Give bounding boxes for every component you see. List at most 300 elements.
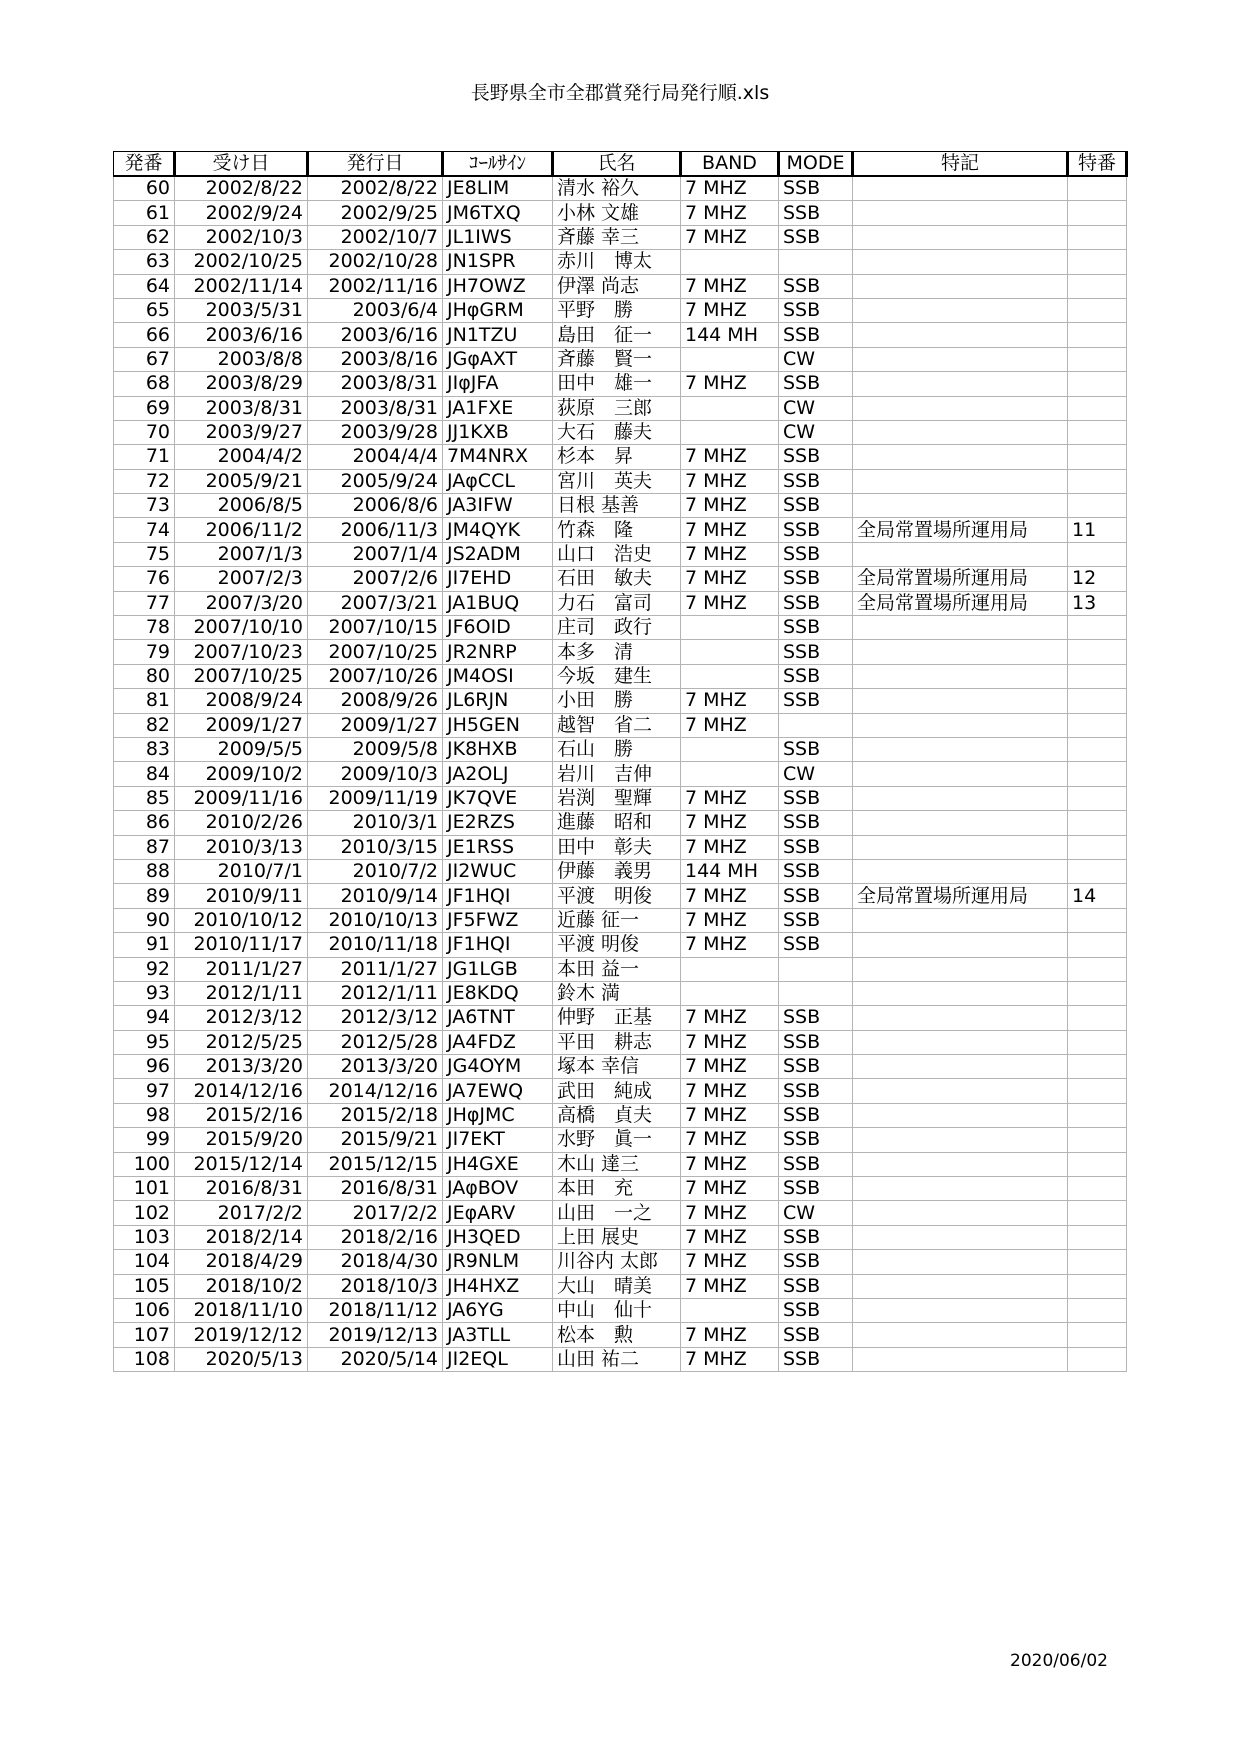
cell-name: 田中 彰夫 [553,835,681,859]
table-row [114,469,1127,493]
cell-issue-date: 2002/9/25 [308,201,443,225]
table-row [114,786,1127,810]
cell-issue-no: 62 [114,225,175,249]
table-row [114,420,1127,444]
cell-special-no [1068,786,1127,810]
cell-note [853,762,1068,786]
table-row [114,1006,1127,1030]
table-row [114,298,1127,322]
cell-issue-no: 108 [114,1347,175,1371]
cell-received-date: 2011/1/27 [175,957,308,981]
col-header-issue-no: 発番 [114,152,175,177]
cell-issue-date: 2020/5/14 [308,1347,443,1371]
cell-issue-no: 105 [114,1274,175,1298]
cell-mode: SSB [779,1298,853,1322]
cell-mode: SSB [779,1347,853,1371]
cell-received-date: 2007/10/25 [175,664,308,688]
cell-issue-no: 94 [114,1006,175,1030]
table-row [114,225,1127,249]
cell-mode: SSB [779,835,853,859]
cell-mode: SSB [779,225,853,249]
cell-note [853,1079,1068,1103]
table-row [114,859,1127,883]
cell-mode: SSB [779,274,853,298]
cell-band: 7 MHZ [681,1323,779,1347]
cell-note [853,1323,1068,1347]
cell-callsign: JF1HQI [443,884,553,908]
cell-mode: SSB [779,494,853,518]
cell-callsign: JE8KDQ [443,981,553,1005]
cell-name: 日根 基善 [553,494,681,518]
cell-callsign: JG4OYM [443,1055,553,1079]
cell-received-date: 2002/9/24 [175,201,308,225]
cell-issue-date: 2010/9/14 [308,884,443,908]
cell-issue-no: 69 [114,396,175,420]
cell-band: 7 MHZ [681,1250,779,1274]
cell-band [681,1298,779,1322]
cell-received-date: 2003/8/8 [175,347,308,371]
cell-callsign: JA6TNT [443,1006,553,1030]
cell-mode: SSB [779,518,853,542]
cell-special-no [1068,396,1127,420]
cell-received-date: 2020/5/13 [175,1347,308,1371]
cell-issue-no: 107 [114,1323,175,1347]
cell-note [853,1103,1068,1127]
cell-issue-date: 2011/1/27 [308,957,443,981]
table-row [114,933,1127,957]
cell-name: 川谷内 太郎 [553,1250,681,1274]
cell-special-no [1068,347,1127,371]
cell-callsign: JL6RJN [443,689,553,713]
cell-name: 本田 充 [553,1177,681,1201]
cell-issue-date: 2006/11/3 [308,518,443,542]
table-row [114,664,1127,688]
cell-callsign: JEφARV [443,1201,553,1225]
cell-issue-no: 72 [114,469,175,493]
col-header-special-no: 特番 [1068,152,1127,177]
cell-note [853,981,1068,1005]
cell-received-date: 2018/4/29 [175,1250,308,1274]
cell-name: 今坂 建生 [553,664,681,688]
cell-received-date: 2010/11/17 [175,933,308,957]
cell-callsign: JN1SPR [443,250,553,274]
cell-note [853,250,1068,274]
cell-issue-no: 78 [114,616,175,640]
cell-name: 武田 純成 [553,1079,681,1103]
cell-special-no [1068,225,1127,249]
cell-callsign: JE2RZS [443,811,553,835]
cell-received-date: 2008/9/24 [175,689,308,713]
table-row [114,1201,1127,1225]
cell-name: 上田 展史 [553,1225,681,1249]
table-row [114,250,1127,274]
col-header-name: 氏名 [553,152,681,177]
cell-mode: CW [779,347,853,371]
cell-issue-no: 104 [114,1250,175,1274]
col-header-note: 特記 [853,152,1068,177]
cell-mode: SSB [779,811,853,835]
cell-received-date: 2002/10/3 [175,225,308,249]
cell-special-no [1068,201,1127,225]
cell-mode: SSB [779,591,853,615]
cell-received-date: 2018/10/2 [175,1274,308,1298]
cell-name: 平渡 明俊 [553,933,681,957]
cell-issue-no: 91 [114,933,175,957]
cell-issue-date: 2003/6/4 [308,298,443,322]
cell-issue-date: 2006/8/6 [308,494,443,518]
cell-name: 山田 祐二 [553,1347,681,1371]
cell-mode: SSB [779,567,853,591]
cell-mode [779,957,853,981]
cell-mode: SSB [779,323,853,347]
table-row [114,1079,1127,1103]
table-row [114,591,1127,615]
table-row [114,713,1127,737]
cell-band: 7 MHZ [681,884,779,908]
table-row [114,494,1127,518]
cell-name: 近藤 征一 [553,908,681,932]
cell-note [853,347,1068,371]
cell-issue-no: 66 [114,323,175,347]
cell-issue-no: 101 [114,1177,175,1201]
cell-issue-date: 2014/12/16 [308,1079,443,1103]
table-row [114,445,1127,469]
cell-received-date: 2017/2/2 [175,1201,308,1225]
table-row [114,323,1127,347]
cell-name: 斉藤 賢一 [553,347,681,371]
cell-issue-date: 2010/10/13 [308,908,443,932]
cell-special-no [1068,664,1127,688]
cell-mode: SSB [779,201,853,225]
cell-note [853,933,1068,957]
cell-mode: SSB [779,1177,853,1201]
table-row [114,274,1127,298]
cell-name: 水野 眞一 [553,1128,681,1152]
cell-callsign: JF1HQI [443,933,553,957]
cell-mode: SSB [779,1006,853,1030]
cell-band [681,640,779,664]
cell-issue-date: 2003/8/31 [308,396,443,420]
cell-band: 7 MHZ [681,298,779,322]
cell-mode: SSB [779,1055,853,1079]
cell-received-date: 2018/2/14 [175,1225,308,1249]
cell-received-date: 2019/12/12 [175,1323,308,1347]
cell-note [853,640,1068,664]
table-row [114,1152,1127,1176]
cell-callsign: JE8LIM [443,176,553,201]
cell-issue-date: 2010/3/1 [308,811,443,835]
cell-callsign: JAφBOV [443,1177,553,1201]
cell-special-no: 11 [1068,518,1127,542]
cell-issue-date: 2012/1/11 [308,981,443,1005]
table-row [114,737,1127,761]
cell-received-date: 2015/2/16 [175,1103,308,1127]
cell-band [681,762,779,786]
cell-issue-no: 88 [114,859,175,883]
cell-mode: SSB [779,616,853,640]
cell-received-date: 2009/1/27 [175,713,308,737]
cell-received-date: 2007/10/10 [175,616,308,640]
cell-special-no [1068,274,1127,298]
table-row [114,811,1127,835]
cell-note [853,811,1068,835]
cell-band: 144 MH [681,859,779,883]
cell-band [681,347,779,371]
cell-band: 7 MHZ [681,1152,779,1176]
cell-note [853,957,1068,981]
cell-note [853,323,1068,347]
cell-special-no [1068,1030,1127,1054]
cell-issue-date: 2018/2/16 [308,1225,443,1249]
cell-mode: CW [779,1201,853,1225]
cell-callsign: JH3QED [443,1225,553,1249]
cell-issue-no: 99 [114,1128,175,1152]
cell-note [853,225,1068,249]
cell-band [681,737,779,761]
cell-mode: SSB [779,908,853,932]
header-row [114,152,1127,177]
table-row [114,981,1127,1005]
cell-name: 石田 敏夫 [553,567,681,591]
cell-issue-date: 2015/9/21 [308,1128,443,1152]
cell-special-no [1068,859,1127,883]
cell-received-date: 2007/1/3 [175,542,308,566]
cell-special-no [1068,933,1127,957]
cell-band: 7 MHZ [681,176,779,201]
cell-issue-date: 2019/12/13 [308,1323,443,1347]
cell-band: 7 MHZ [681,1347,779,1371]
document-title: 長野県全市全郡賞発行局発行順.xls [470,82,770,104]
col-header-band: BAND [681,152,779,177]
cell-issue-no: 61 [114,201,175,225]
cell-note [853,859,1068,883]
cell-received-date: 2005/9/21 [175,469,308,493]
cell-issue-date: 2003/8/16 [308,347,443,371]
cell-issue-date: 2018/11/12 [308,1298,443,1322]
cell-callsign: JE1RSS [443,835,553,859]
cell-name: 伊藤 義男 [553,859,681,883]
cell-callsign: JA3IFW [443,494,553,518]
cell-name: 岩渕 聖輝 [553,786,681,810]
cell-issue-no: 76 [114,567,175,591]
cell-mode: SSB [779,1103,853,1127]
cell-band: 7 MHZ [681,445,779,469]
cell-issue-no: 102 [114,1201,175,1225]
table-row [114,835,1127,859]
cell-issue-no: 77 [114,591,175,615]
cell-issue-no: 64 [114,274,175,298]
cell-note [853,372,1068,396]
cell-callsign: JA1BUQ [443,591,553,615]
cell-note [853,786,1068,810]
cell-special-no [1068,250,1127,274]
cell-issue-date: 2005/9/24 [308,469,443,493]
table-row [114,567,1127,591]
cell-issue-no: 89 [114,884,175,908]
cell-special-no [1068,542,1127,566]
cell-special-no [1068,640,1127,664]
cell-mode: SSB [779,933,853,957]
cell-callsign: JGφAXT [443,347,553,371]
table-row [114,1103,1127,1127]
cell-band: 7 MHZ [681,1201,779,1225]
cell-mode: SSB [779,737,853,761]
cell-received-date: 2006/11/2 [175,518,308,542]
cell-note [853,1225,1068,1249]
cell-special-no: 13 [1068,591,1127,615]
cell-received-date: 2012/5/25 [175,1030,308,1054]
cell-name: 伊澤 尚志 [553,274,681,298]
cell-mode: SSB [779,1079,853,1103]
cell-issue-no: 103 [114,1225,175,1249]
table-row [114,518,1127,542]
cell-callsign: JA3TLL [443,1323,553,1347]
cell-band: 7 MHZ [681,1177,779,1201]
cell-callsign: JHφGRM [443,298,553,322]
table-row [114,884,1127,908]
cell-mode: SSB [779,1128,853,1152]
cell-name: 小田 勝 [553,689,681,713]
cell-note: 全局常置場所運用局 [853,567,1068,591]
cell-note [853,1274,1068,1298]
table-row [114,396,1127,420]
cell-issue-date: 2003/9/28 [308,420,443,444]
table-row [114,372,1127,396]
cell-name: 竹森 隆 [553,518,681,542]
cell-issue-date: 2007/10/26 [308,664,443,688]
cell-band [681,616,779,640]
cell-issue-date: 2015/12/15 [308,1152,443,1176]
cell-name: 杉本 昇 [553,445,681,469]
cell-special-no [1068,1274,1127,1298]
cell-issue-date: 2003/6/16 [308,323,443,347]
cell-note [853,689,1068,713]
cell-received-date: 2002/8/22 [175,176,308,201]
cell-special-no [1068,762,1127,786]
cell-callsign: JG1LGB [443,957,553,981]
cell-received-date: 2012/1/11 [175,981,308,1005]
cell-mode: SSB [779,640,853,664]
cell-issue-date: 2013/3/20 [308,1055,443,1079]
cell-callsign: JM4QYK [443,518,553,542]
cell-name: 進藤 昭和 [553,811,681,835]
cell-received-date: 2007/10/23 [175,640,308,664]
cell-band: 7 MHZ [681,518,779,542]
cell-issue-no: 60 [114,176,175,201]
cell-note [853,494,1068,518]
cell-special-no [1068,1055,1127,1079]
cell-received-date: 2018/11/10 [175,1298,308,1322]
cell-band: 7 MHZ [681,542,779,566]
cell-issue-date: 2012/3/12 [308,1006,443,1030]
cell-issue-date: 2009/1/27 [308,713,443,737]
table-row [114,201,1127,225]
cell-mode [779,250,853,274]
cell-band [681,957,779,981]
cell-issue-no: 74 [114,518,175,542]
cell-callsign: JH5GEN [443,713,553,737]
cell-issue-date: 2007/2/6 [308,567,443,591]
table-row [114,1323,1127,1347]
cell-special-no [1068,1079,1127,1103]
cell-name: 田中 雄一 [553,372,681,396]
cell-issue-no: 75 [114,542,175,566]
cell-callsign: JH7OWZ [443,274,553,298]
table-row [114,1055,1127,1079]
cell-issue-no: 65 [114,298,175,322]
cell-note [853,1347,1068,1371]
table-row [114,908,1127,932]
cell-band: 7 MHZ [681,274,779,298]
cell-mode: SSB [779,786,853,810]
cell-name: 木山 達三 [553,1152,681,1176]
table-row [114,616,1127,640]
cell-issue-date: 2017/2/2 [308,1201,443,1225]
cell-special-no [1068,494,1127,518]
cell-special-no [1068,323,1127,347]
cell-issue-date: 2002/10/28 [308,250,443,274]
cell-issue-no: 83 [114,737,175,761]
cell-issue-no: 96 [114,1055,175,1079]
cell-issue-no: 93 [114,981,175,1005]
table-row [114,957,1127,981]
cell-callsign: JI7EKT [443,1128,553,1152]
cell-received-date: 2009/10/2 [175,762,308,786]
cell-name: 中山 仙十 [553,1298,681,1322]
cell-mode: SSB [779,1250,853,1274]
col-header-issue-date: 発行日 [308,152,443,177]
cell-band: 7 MHZ [681,689,779,713]
cell-issue-date: 2015/2/18 [308,1103,443,1127]
table-row [114,347,1127,371]
cell-issue-no: 98 [114,1103,175,1127]
cell-note [853,420,1068,444]
cell-name: 岩川 吉伸 [553,762,681,786]
cell-issue-date: 2016/8/31 [308,1177,443,1201]
cell-note [853,1030,1068,1054]
cell-mode: SSB [779,1225,853,1249]
cell-issue-no: 67 [114,347,175,371]
cell-special-no [1068,298,1127,322]
cell-issue-date: 2003/8/31 [308,372,443,396]
cell-special-no [1068,1177,1127,1201]
cell-received-date: 2004/4/2 [175,445,308,469]
cell-special-no [1068,420,1127,444]
cell-note [853,201,1068,225]
table-row [114,1347,1127,1371]
cell-special-no [1068,616,1127,640]
cell-special-no [1068,1103,1127,1127]
cell-callsign: JA1FXE [443,396,553,420]
cell-issue-date: 2008/9/26 [308,689,443,713]
cell-mode: CW [779,762,853,786]
cell-mode: SSB [779,1323,853,1347]
cell-band: 7 MHZ [681,908,779,932]
cell-mode: SSB [779,884,853,908]
cell-issue-date: 2010/3/15 [308,835,443,859]
cell-note [853,835,1068,859]
cell-issue-no: 70 [114,420,175,444]
cell-issue-no: 97 [114,1079,175,1103]
cell-issue-date: 2002/10/7 [308,225,443,249]
cell-band: 7 MHZ [681,811,779,835]
cell-callsign: JR9NLM [443,1250,553,1274]
cell-issue-date: 2009/5/8 [308,737,443,761]
cell-special-no [1068,981,1127,1005]
cell-mode: SSB [779,664,853,688]
cell-received-date: 2003/8/29 [175,372,308,396]
cell-note [853,298,1068,322]
